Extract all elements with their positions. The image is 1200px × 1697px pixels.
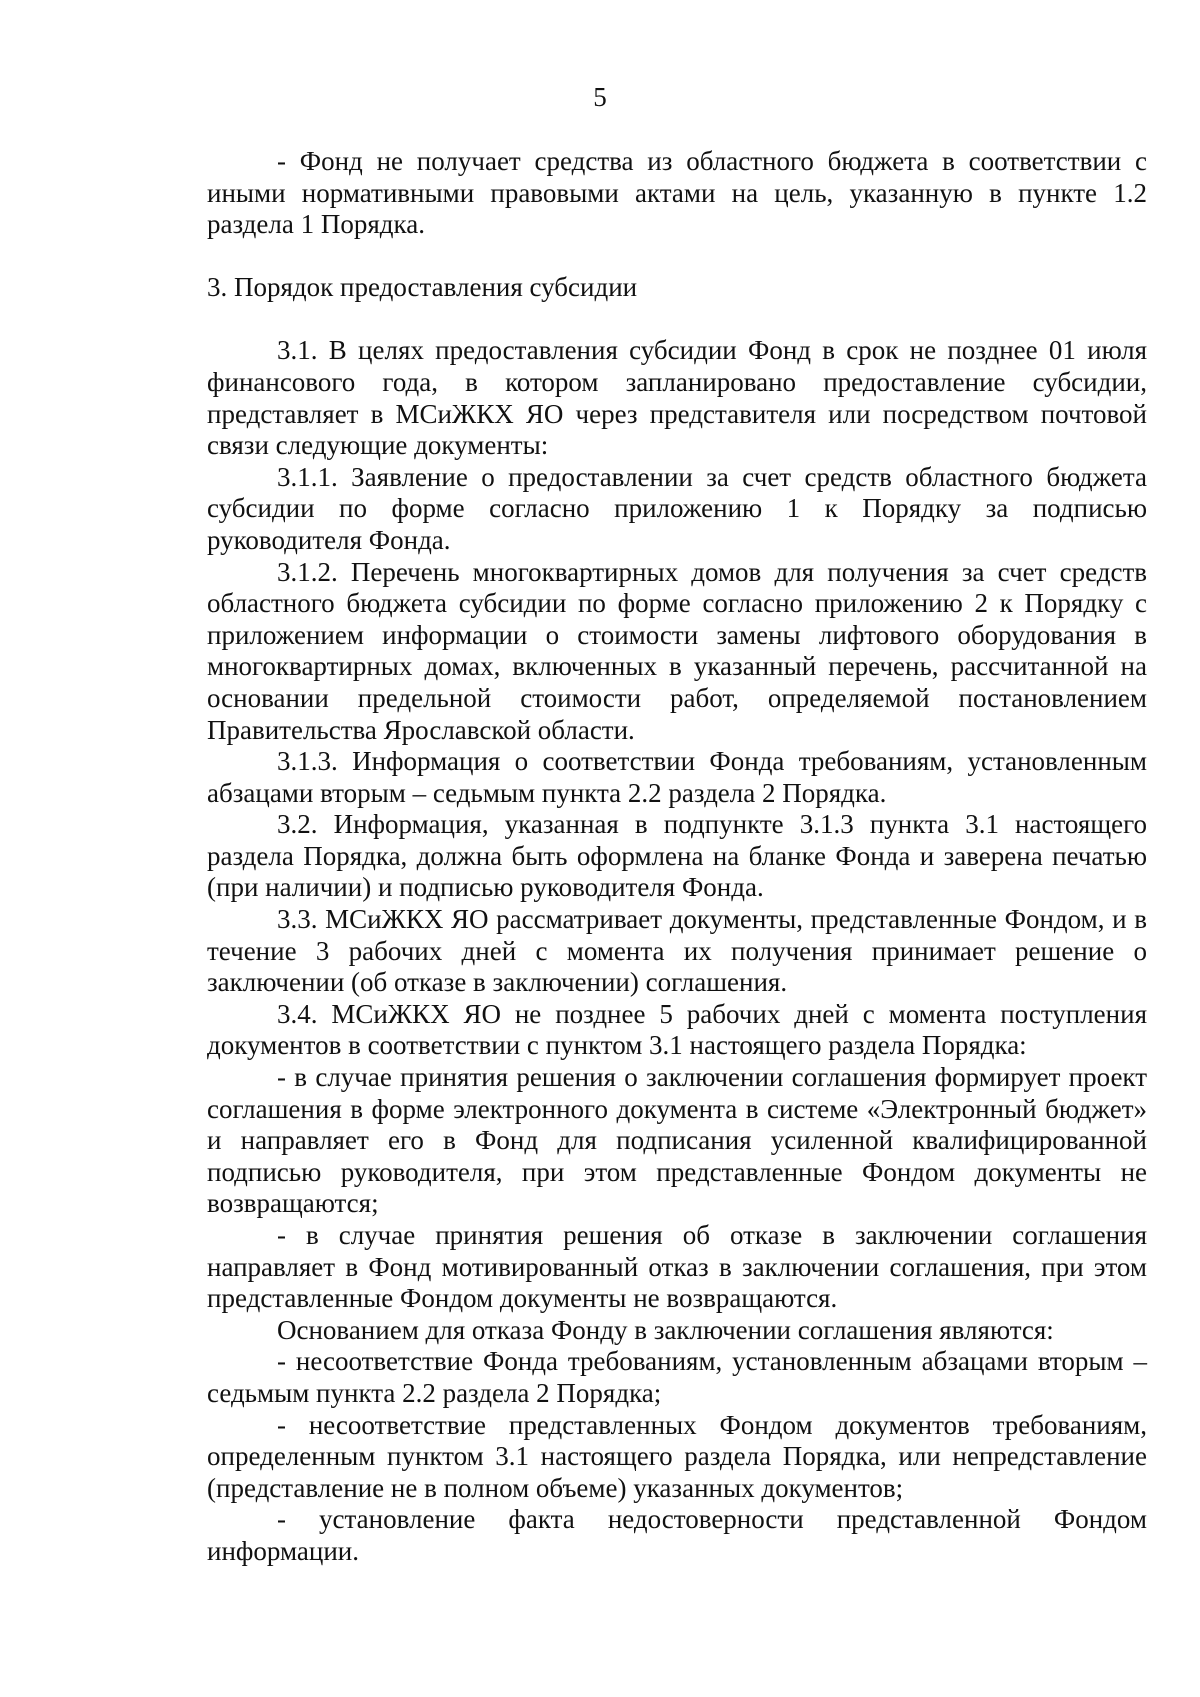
section-heading: 3. Порядок предоставления субсидии xyxy=(207,271,638,302)
paragraph-intro: - Фонд не получает средства из областного бюджета в соответствии с иными нормативными правовыми актами на цель, указанную в пункте 1.2 раздела 1 Порядка. xyxy=(207,146,1147,240)
paragraph-3-1-3: 3.1.3. Информация о соответствии Фонда требованиям, установленным абзацами вторым – седьмым пункта 2.2 раздела 2 Порядка. xyxy=(207,746,1147,808)
paragraph-3-1: 3.1. В целях предоставления субсидии Фонд в срок не позднее 01 июля финансового года, в котором запланировано предоставление субсидии, представляет в МСиЖКХ ЯО через представителя или посредством почтовой связи следующие документы: xyxy=(207,335,1147,461)
paragraph-3-2: 3.2. Информация, указанная в подпункте 3.1.3 пункта 3.1 настоящего раздела Порядка, должна быть оформлена на бланке Фонда и заверена печатью (при наличии) и подписью руководителя Фонда. xyxy=(207,809,1147,903)
document-body xyxy=(207,146,1147,1568)
list-item-refusal-decision: - в случае принятия решения об отказе в заключении соглашения направляет в Фонд мотивированный отказ в заключении соглашения, при этом представленные Фондом документы не возвращаются. xyxy=(207,1220,1147,1314)
paragraph-3-1-2: 3.1.2. Перечень многоквартирных домов для получения за счет средств областного бюджета субсидии по форме согласно приложению 2 к Порядку с приложением информации о стоимости замены лифтового оборудования в многоквартирных домах, включенных в указанный перечень, рассчитанной на основании предельной стоимости работ, определяемой постановлением Правительства Ярославской области. xyxy=(207,556,1147,745)
list-item-ground-unreliable-info: - установление факта недостоверности представленной Фондом информации. xyxy=(207,1504,1147,1566)
paragraph-3-1-1: 3.1.1. Заявление о предоставлении за счет средств областного бюджета субсидии по форме согласно приложению 1 к Порядку за подписью руководителя Фонда. xyxy=(207,461,1147,555)
list-item-ground-requirements: - несоответствие Фонда требованиям, установленным абзацами вторым – седьмым пункта 2.2 раздела 2 Порядка; xyxy=(207,1346,1147,1408)
list-item-agreement-decision: - в случае принятия решения о заключении соглашения формирует проект соглашения в форме электронного документа в системе «Электронный бюджет» и направляет его в Фонд для подписания усиленной квалифицированной подписью руководителя, при этом представленные Фондом документы не возвращаются; xyxy=(207,1062,1147,1219)
page-number: 5 xyxy=(593,82,607,112)
paragraph-3-4: 3.4. МСиЖКХ ЯО не позднее 5 рабочих дней с момента поступления документов в соответствии с пунктом 3.1 настоящего раздела Порядка: xyxy=(207,998,1147,1061)
paragraph-3-3: 3.3. МСиЖКХ ЯО рассматривает документы, представленные Фондом, и в течение 3 рабочих дней с момента их получения принимает решение о заключении (об отказе в заключении) соглашения. xyxy=(207,904,1147,998)
paragraph-refusal-grounds: Основанием для отказа Фонду в заключении соглашения являются: xyxy=(277,1314,1054,1345)
list-item-ground-documents: - несоответствие представленных Фондом документов требованиям, определенным пунктом 3.1 настоящего раздела Порядка, или непредставление (представление не в полном объеме) указанных документов; xyxy=(207,1409,1147,1503)
